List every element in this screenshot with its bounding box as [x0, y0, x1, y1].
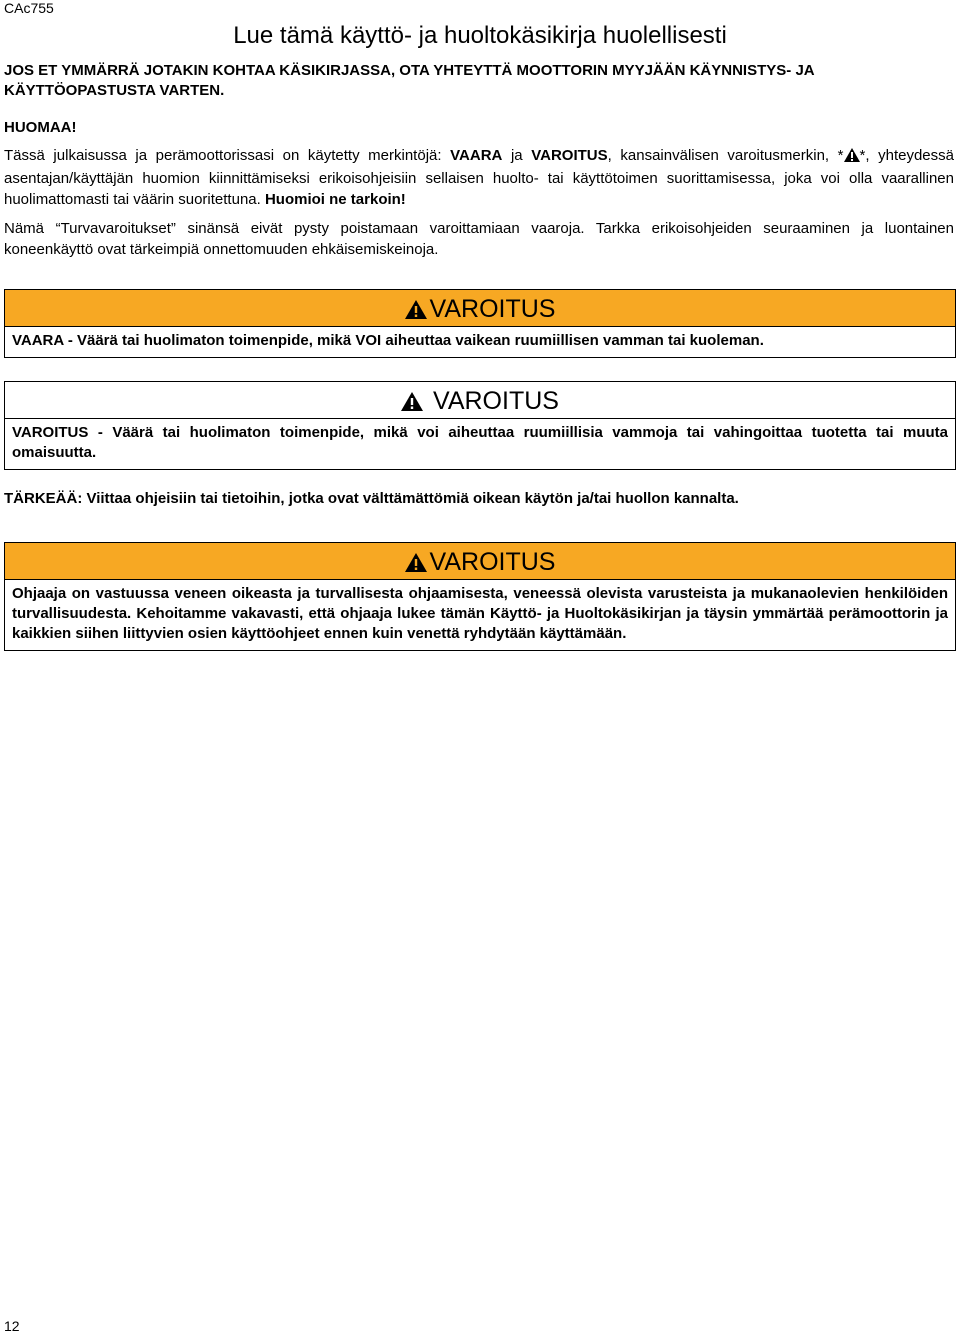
note-label: HUOMAA!: [4, 119, 77, 136]
safety-paragraph-2: Nämä “Turvavaroitukset” sinänsä eivät pysty poistamaan varoittamiaan vaaroja. Tarkka erikoisohjeiden seuraaminen ja luontainen koneenkäyttö ovat tärkeimpiä onnettomuuden ehkäisemiskeinoja.: [4, 220, 954, 258]
warning-box-text: VAARA - Väärä tai huolimaton toimenpide, mikä VOI aiheuttaa vaikean ruumiillisen vamman tai kuoleman.: [12, 332, 764, 349]
warning-box-varoitus: [4, 381, 956, 470]
warning-triangle-icon: [401, 392, 423, 411]
vaara-term: VAARA: [450, 147, 503, 164]
intro-notice: JOS ET YMMÄRRÄ JOTAKIN KOHTAA KÄSIKIRJASSA, OTA YHTEYTTÄ MOOTTORIN MYYJÄÄN KÄYNNISTYS- JA KÄYTTÖOPASTUSTA VARTEN.: [4, 62, 815, 99]
warning-heading: VAROITUS: [433, 387, 559, 415]
paragraph-text: *, yhteydessä asentajan/käyttäjän huomion kiinnittämiseksi erikoisohjeisiin sellaisen huolto- tai käyttötoimen suorittamisessa, joka voi olla vaarallinen huolimattomasti tai väärin suoritettuna.: [4, 147, 954, 208]
paragraph-text: Tässä julkaisussa ja perämoottorissasi on käytetty merkintöjä:: [4, 147, 451, 164]
important-note: TÄRKEÄÄ: Viittaa ohjeisiin tai tietoihin, jotka ovat välttämättömiä oikean käytön ja/tai huollon kannalta.: [4, 490, 739, 507]
warning-triangle-icon: [405, 553, 427, 572]
warning-box-vaara: [4, 289, 956, 358]
warning-box-operator: [4, 542, 956, 651]
page-title: Lue tämä käyttö- ja huoltokäsikirja huolellisesti: [233, 22, 727, 49]
safety-paragraph: [4, 145, 954, 210]
page-number: 12: [4, 1318, 20, 1334]
warning-triangle-icon: [844, 147, 860, 168]
warning-heading: VAROITUS: [429, 295, 556, 323]
paragraph-text: , kansainvälisen varoitusmerkin, *: [607, 147, 844, 164]
warning-box-header: [5, 543, 955, 580]
paragraph-text: ja: [502, 147, 532, 164]
warning-box-header: [5, 290, 955, 327]
warning-box-text: Ohjaaja on vastuussa veneen oikeasta ja turvallisesta ohjaamisesta, veneessä olevista varusteista ja mukanaolevien henkilöiden turvallisuudesta. Kehoitamme vakavasti, että ohjaaja lukee tämän Käyttö- ja Huoltokäsikirjan ja täysin ymmärtää perämoottorin ja kaikkien siihen liittyvien osien käyttöohjeet ennen kuin venettä ryhdytään käyttämään.: [12, 585, 948, 642]
warning-heading: VAROITUS: [429, 548, 556, 576]
document-code: CAc755: [4, 0, 54, 16]
warning-box-header: [5, 382, 955, 419]
warning-box-text: VAROITUS - Väärä tai huolimaton toimenpide, mikä voi aiheuttaa ruumiillisia vammoja tai vahingoittaa tuotetta tai muuta omaisuutta.: [12, 424, 948, 461]
warning-triangle-icon: [405, 300, 427, 319]
varoitus-term: VAROITUS: [531, 147, 608, 164]
emphasis-text: Huomioi ne tarkoin!: [264, 191, 406, 208]
